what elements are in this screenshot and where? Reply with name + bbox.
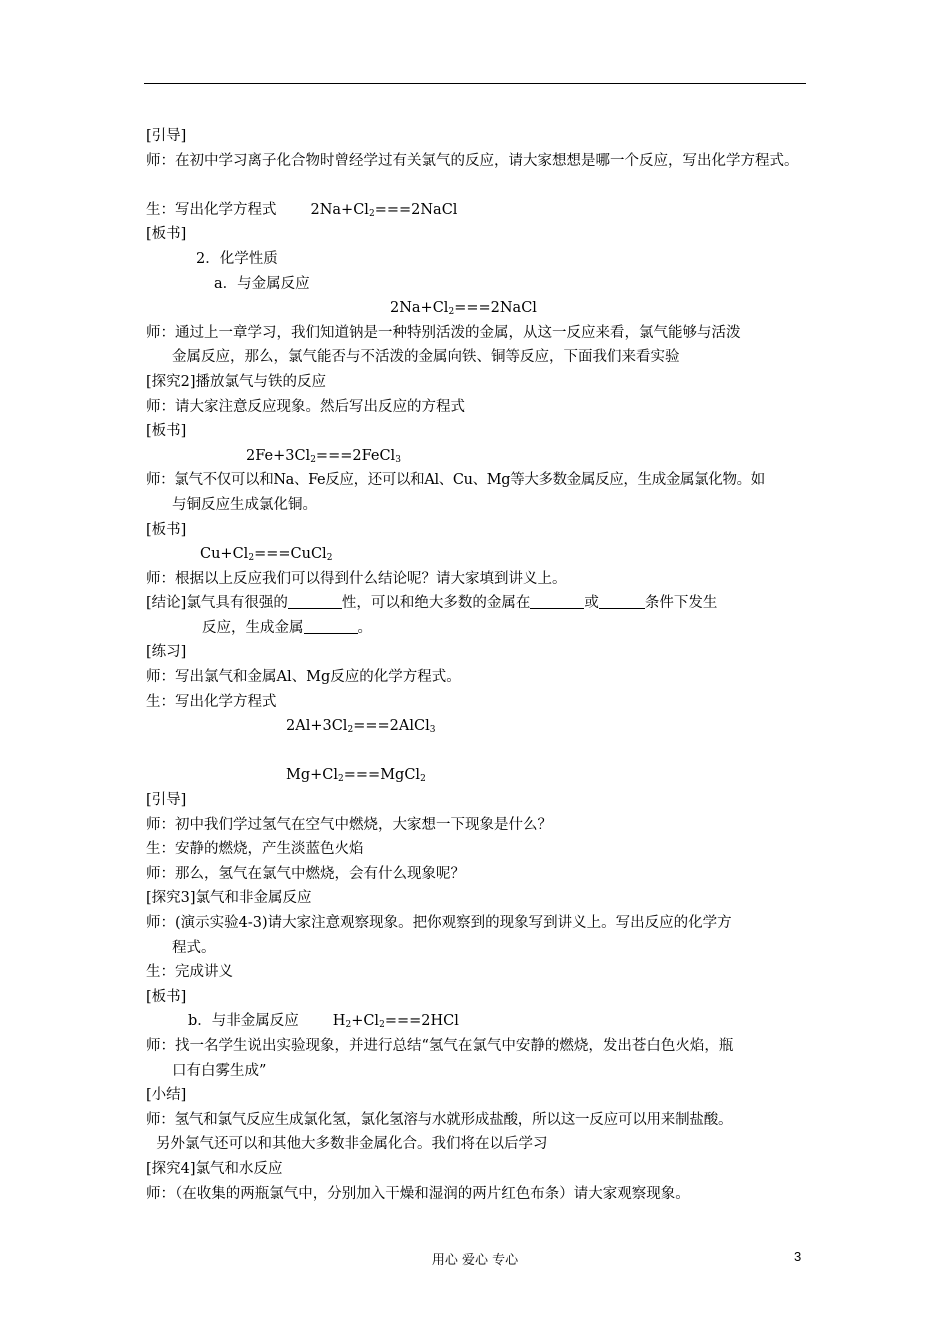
paragraph: 师：那么，氢气在氯气中燃烧，会有什么现象呢？ — [146, 865, 465, 882]
section-label: [探究4]氯气和水反应 — [146, 1160, 283, 1177]
paragraph: 师：初中我们学过氢气在空气中燃烧，大家想一下现象是什么？ — [146, 816, 552, 833]
paragraph: 师：请大家注意反应现象。然后写出反应的方程式 — [146, 398, 465, 415]
paragraph: 生：写出化学方程式 — [146, 693, 277, 710]
paragraph: 师：写出氯气和金属Al、Mg反应的化学方程式。 — [146, 669, 461, 686]
equation: $Cu+Cl_2===CuCl_2$ — [200, 546, 333, 564]
heading: 2．化学性质 — [196, 250, 278, 267]
section-label: [引导] — [146, 128, 187, 144]
paragraph: 师：在初中学习离子化合物时曾经学过有关氯气的反应，请大家想想是哪一个反应，写出化学方程式。 — [146, 152, 799, 169]
equation: $2Na+Cl_2===2NaCl$ — [310, 201, 458, 219]
fill-blank — [288, 594, 342, 609]
section-label: [板书] — [146, 521, 187, 538]
equation: $2Al+3Cl_2===2AlCl_3$ — [286, 718, 436, 736]
fill-blank — [599, 594, 645, 609]
section-label: [探究2]播放氯气与铁的反应 — [146, 373, 327, 390]
paragraph: 师：（在收集的两瓶氯气中，分别加入干燥和湿润的两片红色布条）请大家观察现象。 — [146, 1185, 690, 1202]
paragraph: 生：安静的燃烧，产生淡蓝色火焰 — [146, 841, 364, 858]
fill-blank — [304, 619, 358, 634]
section-label: [板书] — [146, 988, 187, 1005]
section-label: [探究3]氯气和非金属反应 — [146, 890, 312, 907]
footer-text: 用心 爱心 专心 — [431, 1253, 519, 1268]
paragraph-continued: 金属反应，那么，氯气能否与不活泼的金属向铁、铜等反应，下面我们来看实验 — [172, 349, 680, 366]
section-label: [小结] — [146, 1087, 187, 1104]
paragraph: 师：找一名学生说出实验现象，并进行总结“氢气在氯气中安静的燃烧，发出苍白色火焰，瓶 — [146, 1037, 734, 1054]
paragraph: 师：通过上一章学习，我们知道钠是一种特别活泼的金属，从这一反应来看，氯气能够与活泼 — [146, 324, 741, 341]
equation: $H_2+Cl_2===2HCl$ — [332, 1013, 459, 1031]
document-body — [146, 124, 808, 1206]
page-number: 3 — [794, 1249, 802, 1264]
section-label: [板书] — [146, 226, 187, 243]
paragraph: 师：氯气不仅可以和Na、Fe反应，还可以和Al、Cu、Mg等大多数金属反应，生成金属氯化物。如 — [146, 472, 765, 489]
paragraph-continued: 口有白雾生成” — [172, 1062, 267, 1079]
paragraph: 生：完成讲义 — [146, 964, 233, 981]
equation: $2Na+Cl_2===2NaCl$ — [390, 300, 537, 318]
header-rule — [144, 83, 806, 84]
paragraph: 师：根据以上反应我们可以得到什么结论呢？请大家填到讲义上。 — [146, 570, 567, 587]
paragraph: 师：(演示实验4-3)请大家注意观察现象。把你观察到的现象写到讲义上。写出反应的化学方 — [146, 915, 732, 931]
paragraph-continued: 程式。 — [172, 939, 216, 956]
paragraph: 师：氢气和氯气反应生成氯化氢，氯化氢溶与水就形成盐酸，所以这一反应可以用来制盐酸。 — [146, 1111, 733, 1128]
equation: $2Fe+3Cl_2===2FeCl_3$ — [246, 447, 401, 465]
section-label: [练习] — [146, 644, 187, 661]
conclusion: [结论]氯气具有很强的 性，可以和绝大多数的金属在 或 条件下发生 — [146, 595, 718, 612]
paragraph-continued: 另外氯气还可以和其他大多数非金属化合。我们将在以后学习 — [156, 1136, 548, 1153]
text: 生：写出化学方程式 — [146, 201, 277, 218]
equation: $Mg+Cl_2===MgCl_2$ — [286, 767, 426, 785]
subheading: b．与非金属反应 $H_2+Cl_2===2HCl$ — [188, 1013, 459, 1031]
fill-blank — [530, 594, 584, 609]
conclusion-continued: 反应，生成金属 。 — [202, 619, 372, 636]
subheading: a．与金属反应 — [214, 275, 310, 292]
section-label: [引导] — [146, 792, 187, 809]
paragraph-continued: 与铜反应生成氯化铜。 — [172, 496, 317, 513]
paragraph — [146, 198, 808, 223]
section-label: [板书] — [146, 423, 187, 440]
